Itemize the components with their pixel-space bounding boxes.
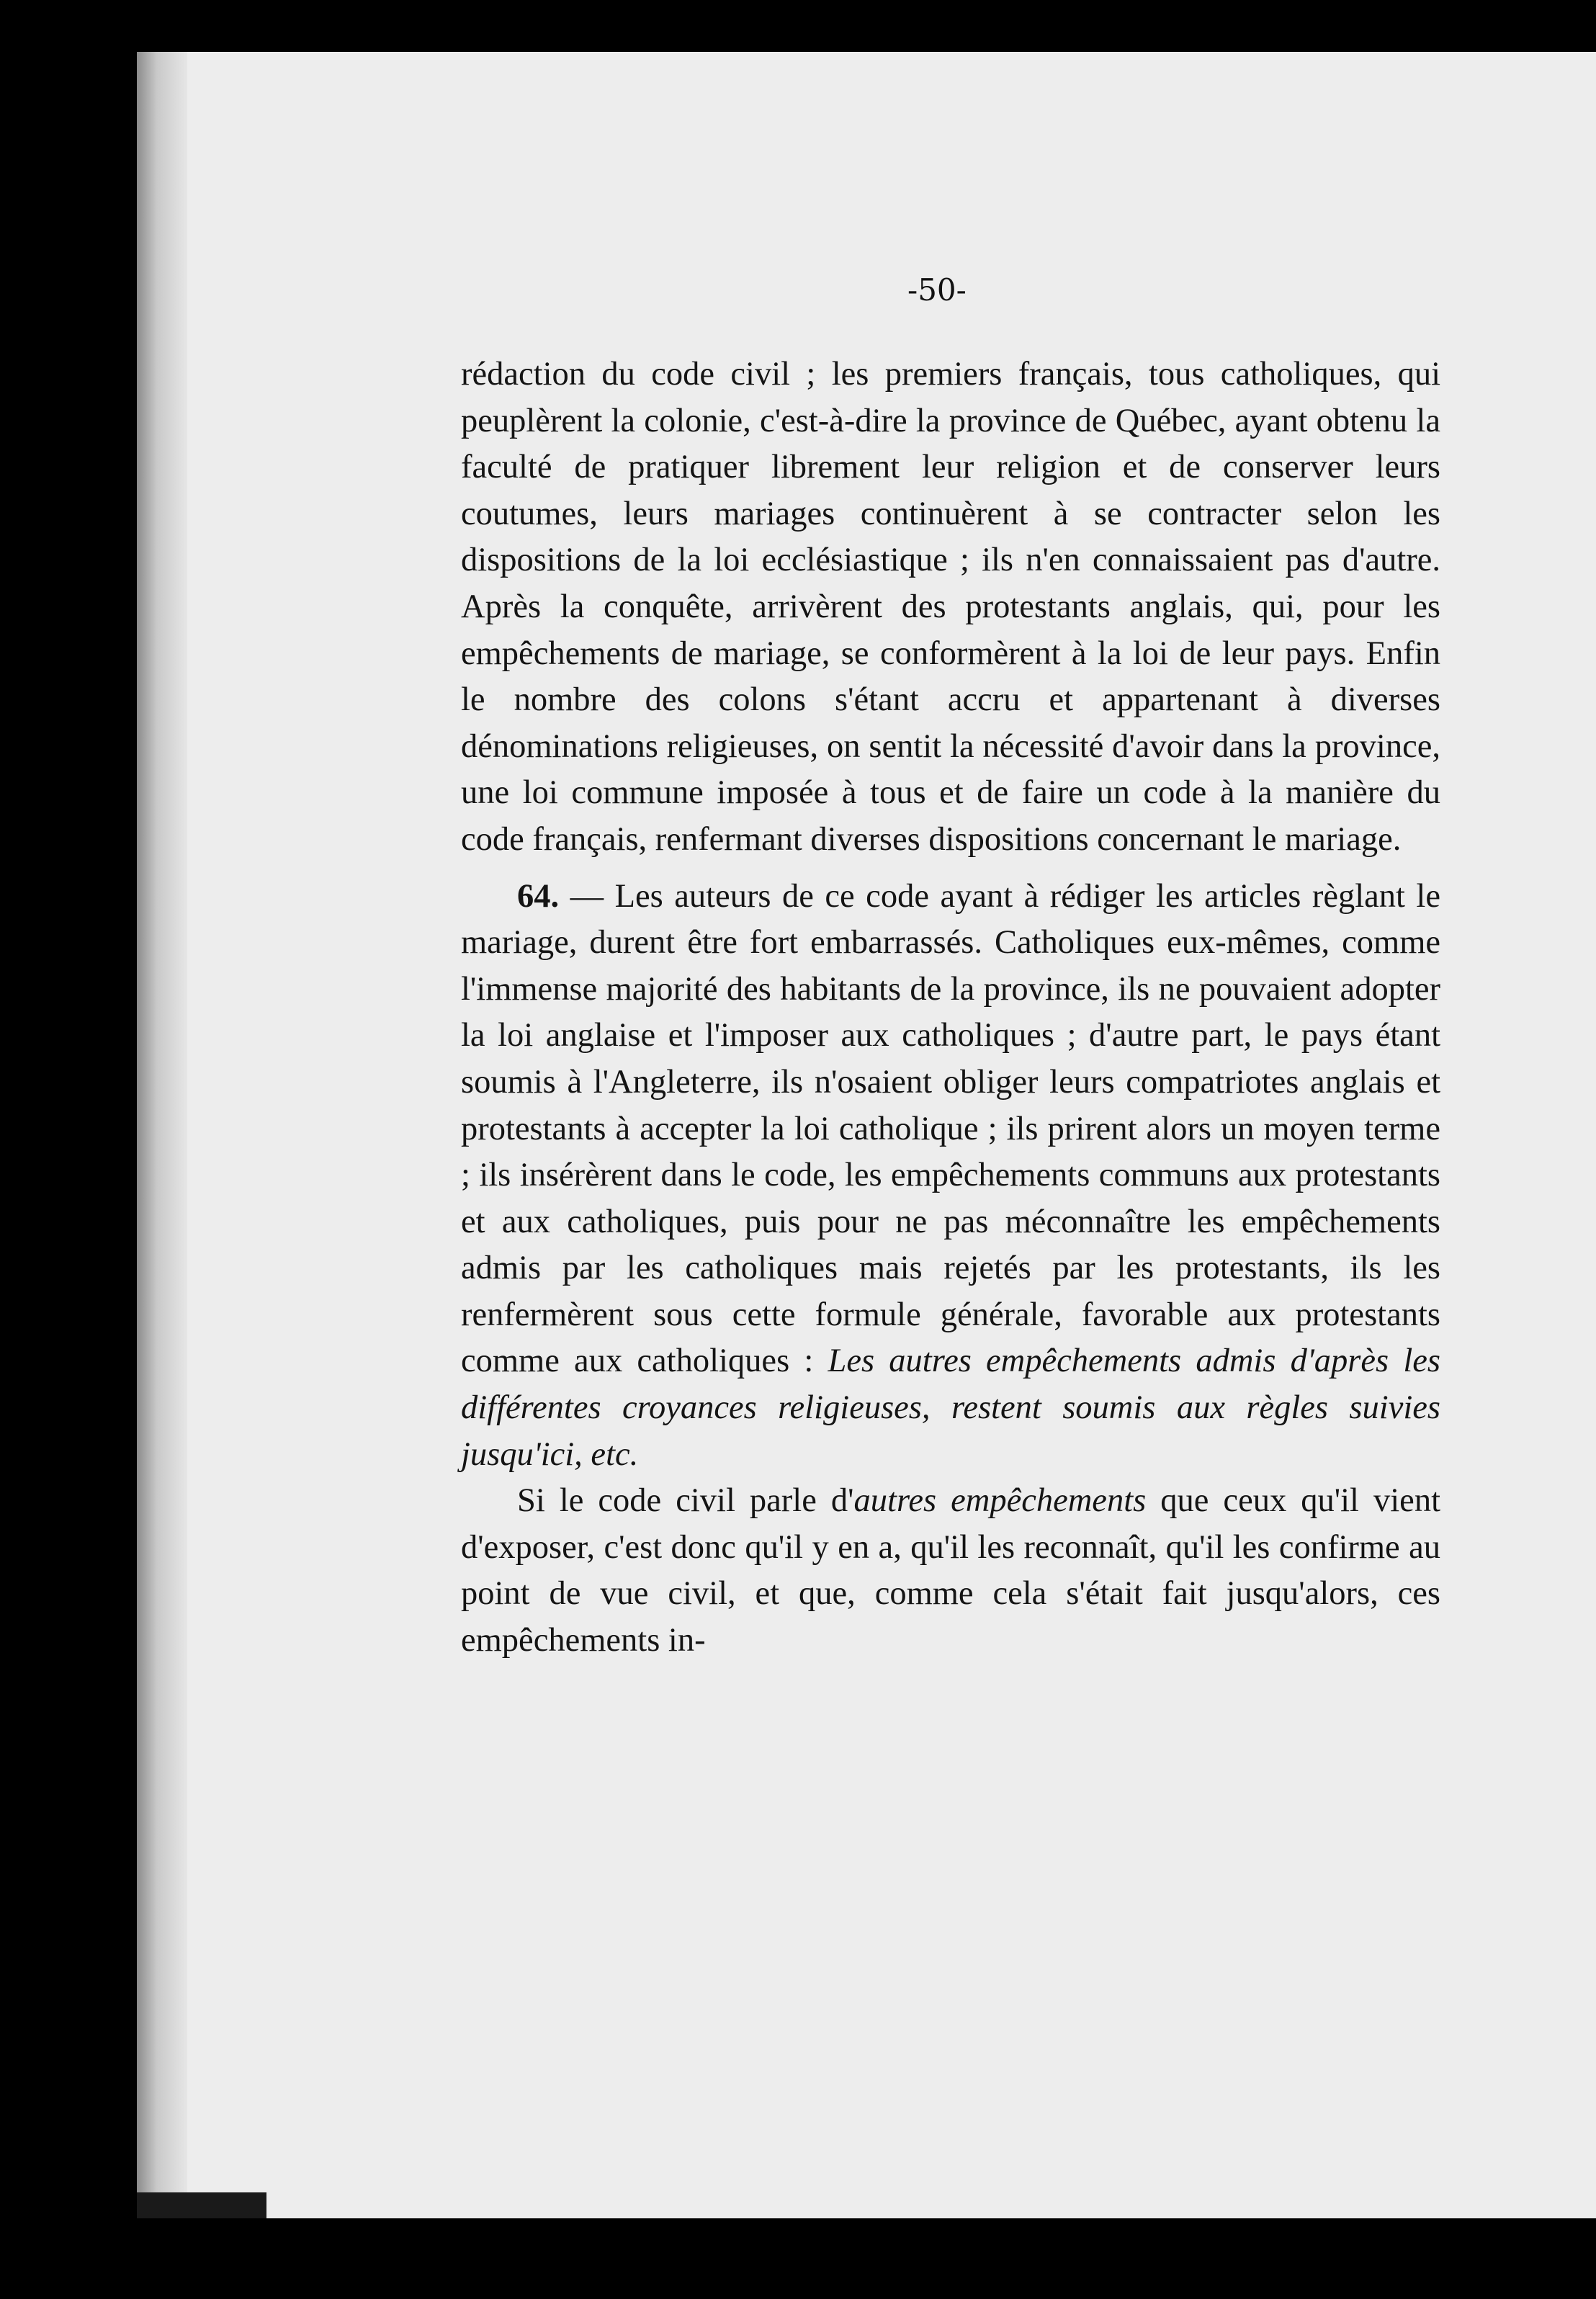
article-number: 64.: [517, 877, 560, 915]
page-body-text: [461, 351, 1440, 1664]
paragraph-3-italic: autres empêchements: [853, 1482, 1147, 1520]
article-64-quote: Les autres empêchements admis d'après les différentes croyances religieuses, restent soumis aux règles suivies jusqu'ici, etc.: [461, 1343, 1440, 1473]
page-bottom-edge: [137, 2192, 266, 2218]
page-gutter-shadow: [137, 52, 187, 2218]
paragraph-article-64: [461, 874, 1440, 1479]
paragraph-3-start: Si le code civil parle d': [517, 1482, 854, 1520]
article-64-text: — Les auteurs de ce code ayant à rédiger les articles règlant le mariage, durent être fort embarrassés. Catholiques eux-mêmes, comme l'immense majorité des habitants de la province, ils ne pouvaient adopter la loi anglaise et l'imposer aux catholiques ; d'autre part, le pays étant soumis à l'Angleterre, ils n'osaient obliger leurs compatriotes anglais et protestants à accepter la loi catholique ; ils prirent alors un moyen terme ; ils insérèrent dans le code, les empêchements communs aux protestants et aux catholiques, puis pour ne pas méconnaître les empêchements admis par les catholiques mais rejetés par les protestants, ils les renfermèrent sous cette formule générale, favorable aux protestants comme aux catholiques :: [461, 877, 1440, 1380]
page-number: -50-: [907, 272, 967, 308]
paragraph-1: rédaction du code civil ; les premiers français, tous catholiques, qui peuplèrent la colonie, c'est-à-dire la province de Québec, ayant obtenu la faculté de pratiquer librement leur religion et de conserver leurs coutumes, leurs mariages continuèrent à se contracter selon les dispositions de la loi ecclésiastique ; ils n'en connaissaient pas d'autre. Après la conquête, arrivèrent des protestants anglais, qui, pour les empêchements de mariage, se conformèrent à la loi de leur pays. Enfin le nombre des colons s'étant accru et appartenant à diverses dénominations religieuses, on sentit la nécessité d'avoir dans la province, une loi commune imposée à tous et de faire un code à la manière du code français, renfermant diverses dispositions concernant le mariage.: [461, 356, 1440, 858]
paragraph-3: [461, 1478, 1440, 1664]
paragraph-3-end: que ceux qu'il vient d'exposer, c'est donc qu'il y en a, qu'il les reconnaît, qu'il les confirme au point de vue civil, et que, comme cela s'était fait jusqu'alors, ces empêchements in-: [461, 1482, 1440, 1659]
